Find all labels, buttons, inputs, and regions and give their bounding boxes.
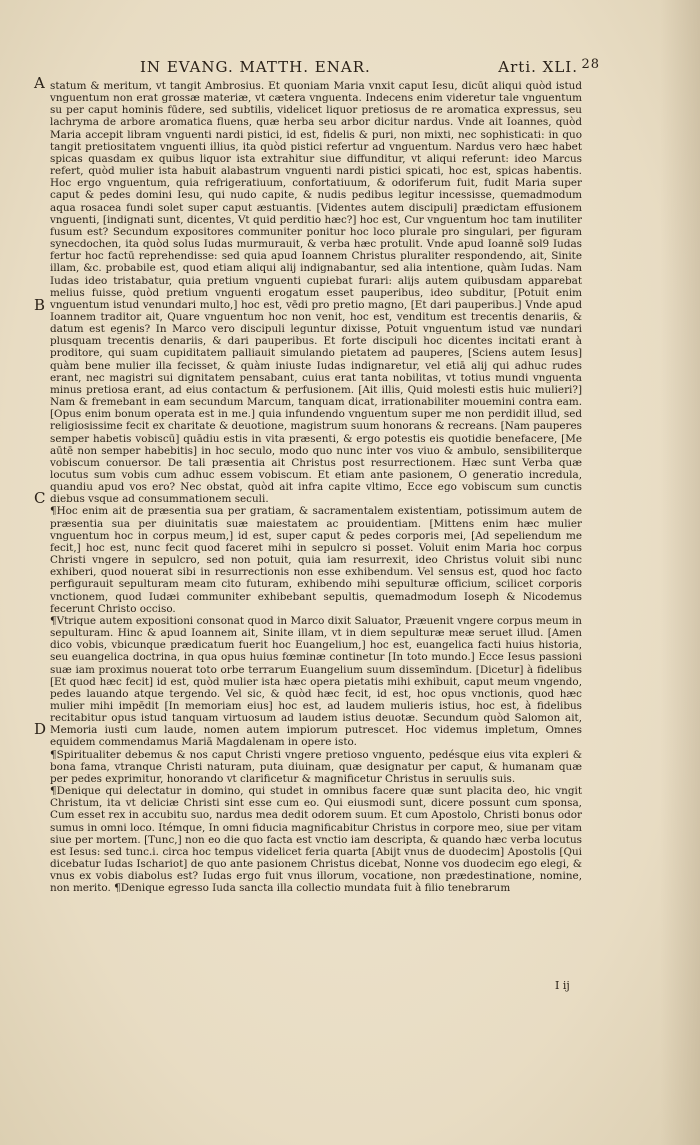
page-edge-shadow [660, 0, 700, 1145]
page-number: 28 [581, 57, 600, 72]
folio-label: Arti. XLI. [498, 58, 578, 76]
running-title: IN EVANG. MATTH. ENAR. [140, 58, 371, 76]
paragraph: statum & meritum, vt tangit Ambrosius. Et quoniam Maria vnxit caput Iesu, dicūt aliqui quòd istud vnguentum non erat grossæ materiæ, vt cætera vnguenta. Indecens enim videretur tale vnguentum su per caput hominis fūdere, sed subtilis, videlicet liquor pretiosus de re aromatica expressus, seu lachryma de arbore aromatica fluens, quæ herba seu arbor dicitur nardus. Vnde ait Ioannes, quòd Maria accepit libram vnguenti nardi pistici, id est, fidelis & puri, non mixti, nec sophisticati: in quo tangit pretiositatem vnguenti illius, ita quòd pistici refertur ad vnguentum. Nardus vero hæc habet spicas quasdam ex quibus liquor ista extrahitur siue diffunditur, vt aliqui referunt: ideo Marcus refert, quòd mulier ista habuit alabastrum vnguenti nardi pistici spicati, hoc est, spicas habentis. Hoc ergo vnguentum, quia refrigeratiuum, confortatiuum, & odoriferum fuit, fudit Maria super caput & pedes domini Iesu, qui nudo capite, & nudis pedibus legitur incessisse, quemadmodum aqua rosacea fundi solet super caput æstuantis. [Videntes autem discipuli] prædictam effusionem vnguenti, [indignati sunt, dicentes, Vt quid perditio hæc?] hoc est, Cur vnguentum hoc tam inutiliter fusum est? Secundum expositores communiter ponitur hoc loco plurale pro singulari, per figuram synecdochen, ita quòd solus Iudas murmurauit, & verba hæc protulit. Vnde apud Ioannē sol9 Iudas fertur hoc factū reprehendisse: sed quia apud Ioannem Christus pluraliter respondendo, ait, Sinite illam, &c. probabile est, quod etiam aliqui alij indignabantur, sed alia intentione, quàm Iudas. Nam Iudas ideo tristabatur, quia pretium vnguenti cupiebat furari: alijs autem quibusdam apparebat melius fuisse, quòd pretium vnguenti erogatum esset pauperibus, ideo subditur, [Potuit enim vnguentum istud venundari multo,] hoc est, vēdi pro pretio magno, [Et dari pauperibus.] Vnde apud Ioannem traditor ait, Quare vnguentum hoc non venit, hoc est, venditum est trecentis denariis, & datum est egenis? In Marco vero discipuli leguntur dixisse, Potuit vnguentum istud væ nundari plusquam trecentis denariis, & dari pauperibus. Et forte discipuli hoc dicentes incitati erant à proditore, qui suam cupiditatem palliauit simulando pietatem ad pauperes, [Sciens autem Iesus] quàm bene mulier illa fecisset, & quàm iniuste Iudas indignaretur, vel etiā alij qui adhuc rudes erant, nec magistri sui dignitatem pensabant, cuius erat tanta nobilitas, vt totius mundi vnguenta minus pretiosa erant, ad eius contactum & perfusionem. [Ait illis, Quid molesti estis huic mulieri?] Nam & fremebant in eam secundum Marcum, tanquam dicat, irrationabiliter mouemini contra eam. [Opus enim bonum operata est in me.] quia infundendo vnguentum super me non perdidit illud, sed religiosissime fecit ex charitate & deuotione, magistrum suum honorans & recreans. [Nam pauperes semper habetis vobiscū] quādiu estis in vita præsenti, & ergo potestis eis quotidie benefacere, [Me aūtē non semper habebitis] in hoc seculo, modo quo nunc inter vos viuo & ambulo, sensibiliterque vobiscum conuersor. De tali præsentia ait Christus post resurrectionem. Hæc sunt Verba quæ locutus sum vobis cum adhuc essem vobiscum. Et etiam ante pasionem, O generatio incredula, quandiu apud vos ero? Nec obstat, quòd ait infra capite vltimo, Ecce ego vobiscum sum cunctis diebus vsque ad consummationem seculi. [50, 80, 582, 506]
paragraph: ¶Spiritualiter debemus & nos caput Christi vngere pretioso vnguento, pedésque eius vita expleri & bona fama, vtranque Christi naturam, puta diuinam, quæ designatur per caput, & humanam quæ per pedes exprimitur, honorando vt clarificetur & magnificetur Christus in seruulis suis. [50, 748, 582, 785]
body-text [50, 80, 582, 894]
paragraph: ¶Denique qui delectatur in domino, qui studet in omnibus facere quæ sunt placita deo, hic vngit Christum, ita vt deliciæ Christi sint esse cum eo. Qui eiusmodi sunt, dicere possunt cum sponsa, Cum esset rex in accubitu suo, nardus mea dedit odorem suum. Et cum Apostolo, Christi bonus odor sumus in omni loco. Itémque, In omni fiducia magnificabitur Christus in corpore meo, siue per vitam siue per mortem. [Tunc,] non eo die quo facta est vnctio iam descripta, & quando hæc verba locutus est Iesus: sed tunc.i. circa hoc tempus videlicet feria quarta [Abijt vnus de duodecim] Apostolis [Qui dicebatur Iudas Ischariot] de quo ante pasionem Christus dicebat, Nonne vos duodecim ego elegi, & vnus ex vobis diabolus est? Iudas ergo fuit vnus illorum, vocatione, non prædestinatione, nomine, non merito. ¶Denique egresso Iuda sancta illa collectio mundata fuit à filio tenebrarum [50, 785, 582, 895]
signature-mark: I ij [555, 979, 570, 992]
margin-letter-a: A [34, 74, 45, 92]
paragraph: ¶Vtrique autem expositioni consonat quod in Marco dixit Saluator, Præuenit vngere corpus meum in sepulturam. Hinc & apud Ioannem ait, Sinite illam, vt in diem sepulturæ meæ seruet illud. [Amen dico vobis, vbicunque prædicatum fuerit hoc Euangelium,] hoc est, euangelica facti huius historia, seu euangelica doctrina, in qua opus huius fœminæ continetur [In toto mundo.] Ecce Iesus passioni suæ iam proximus nouerat toto orbe terrarum Euangelium suum dissemīndum. [Dicetur] à fidelibus [Et quod hæc fecit] id est, quòd mulier ista hæc opera pietatis mihi exhibuit, caput meum vngendo, pedes lauando atque tergendo. Vel sic, & quòd hæc fecit, id est, hoc opus vnctionis, quod hæc mulier mihi impēdit [In memoriam eius] hoc est, ad laudem mulieris istius, hoc est, à fidelibus recitabitur opus istud tanquam virtuosum ad laudem istius deuotæ. Secundum quòd Salomon ait, Memoria iusti cum laude, nomen autem impiorum putrescet. Hoc videmus impletum, Omnes equidem commendamus Mariā Magdalenam in opere isto. [50, 614, 582, 749]
margin-letter-b: B [34, 296, 46, 314]
margin-letter-c: C [34, 489, 46, 507]
running-header [140, 58, 600, 78]
paragraph: ¶Hoc enim ait de præsentia sua per gratiam, & sacramentalem existentiam, potissimum autem de præsentia sua per diuinitatis suæ maiestatem ac prouidentiam. [Mittens enim hæc mulier vnguentum hoc in corpus meum,] id est, super caput & pedes corporis mei, [Ad sepeliendum me fecit,] hoc est, nunc fecit quod faceret mihi in sepulcro si posset. Voluit enim Maria hoc corpus Christi vngere in sepulcro, sed non potuit, quia iam resurrexit, ideo Christus voluit sibi nunc exhiberi, quod nouerat sibi in resurrectionis non esse exhibendum. Vel sensus est, quod hoc facto perfigurauit sepulturam meam cito futuram, exhibendo mihi sepulturæ officium, scilicet corporis vnctionem, quod Iudæi communiter exhibebant sepultis, quemadmodum Ioseph & Nicodemus fecerunt Christo occiso. [50, 505, 582, 615]
margin-letter-d: D [34, 720, 47, 738]
